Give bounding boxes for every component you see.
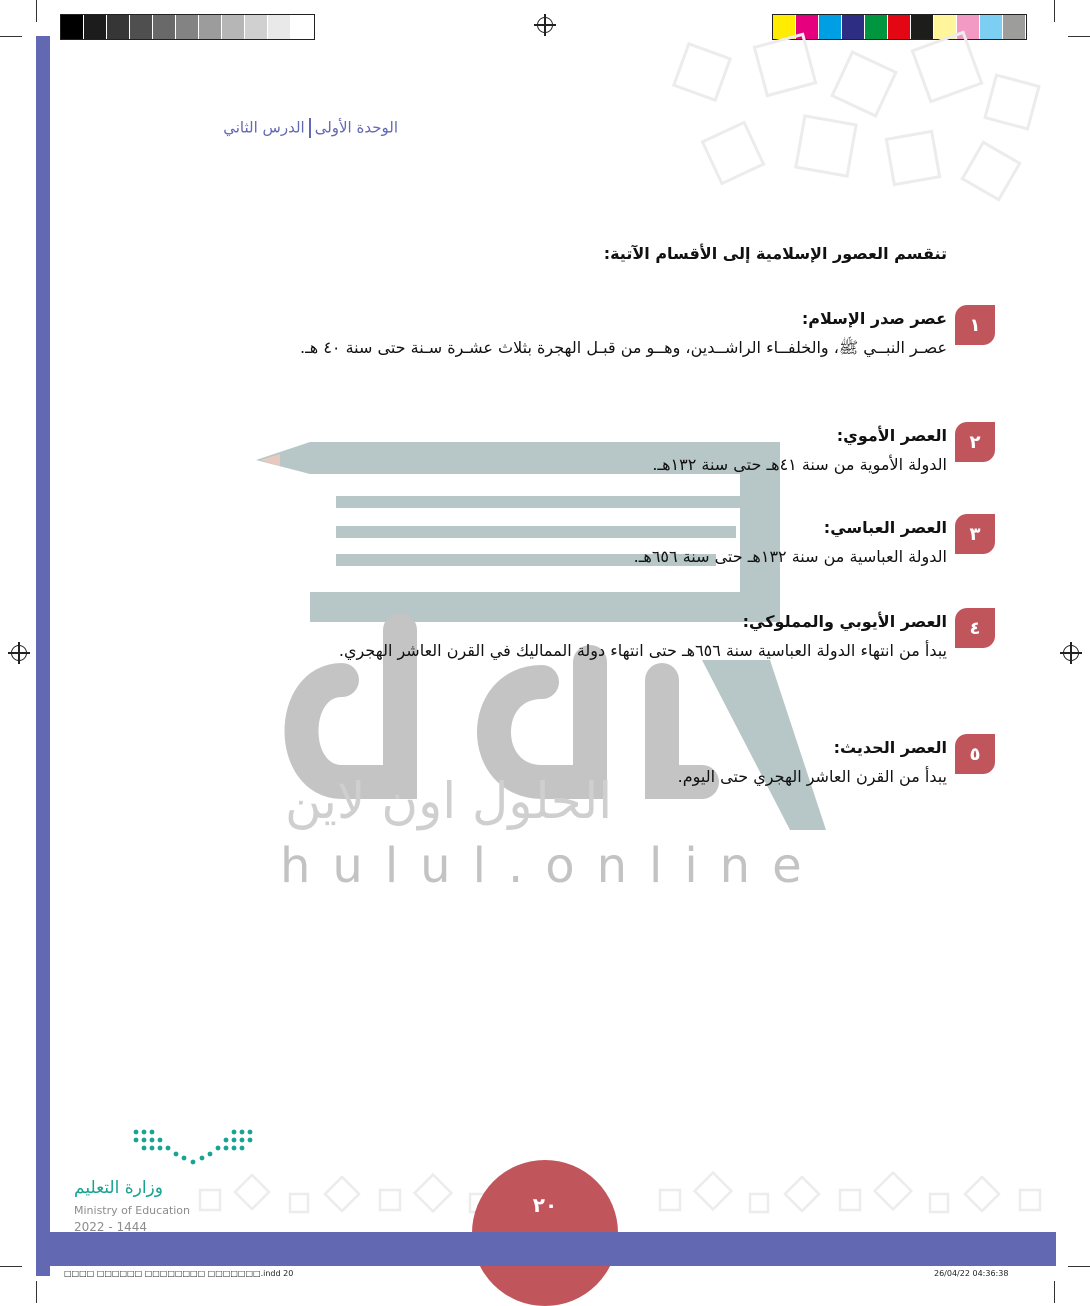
item-title: العصر العباسي: xyxy=(823,518,947,537)
item-body: يبدأ من القرن العاشر الهجري حتى اليوم. xyxy=(677,767,947,786)
color-swatch xyxy=(84,15,107,39)
ministry-year: 2022 - 1444 xyxy=(74,1220,148,1234)
item-number-badge: ٢ xyxy=(955,422,995,462)
unit-label: الوحدة الأولى xyxy=(314,118,398,137)
item-body: الدولة العباسية من سنة ١٣٢هـ حتى سنة ٦٥٦هـ. xyxy=(633,547,947,566)
item-number-badge: ٤ xyxy=(955,608,995,648)
color-swatch xyxy=(107,15,130,39)
watermark-latin-text: hulul.online xyxy=(280,838,824,894)
crop-mark xyxy=(1068,1266,1090,1267)
list-item xyxy=(187,424,981,481)
color-swatch xyxy=(245,15,268,39)
item-title: العصر الأيوبي والمملوكي: xyxy=(742,612,947,631)
crop-mark xyxy=(0,1266,22,1267)
gray-color-bar xyxy=(60,14,315,40)
lesson-label: الدرس الثاني xyxy=(223,118,305,137)
item-body: عصـر النبــي ﷺ، والخلفــاء الراشــدين، وهــو من قبـل الهجرة بثلاث عشـرة سـنة حتى سنة ٤٠ هـ. xyxy=(300,338,947,357)
registration-mark-icon xyxy=(534,14,556,36)
crop-mark xyxy=(1054,1281,1055,1303)
color-swatch xyxy=(176,15,199,39)
color-swatch xyxy=(199,15,222,39)
ministry-name-english: Ministry of Education xyxy=(74,1204,191,1217)
header-divider xyxy=(309,118,311,138)
registration-mark-icon xyxy=(1060,642,1082,664)
crop-mark xyxy=(0,36,22,37)
ministry-logo-icon xyxy=(132,1128,254,1170)
item-number-badge: ١ xyxy=(955,305,995,345)
crop-mark xyxy=(1068,36,1090,37)
color-swatch xyxy=(153,15,176,39)
list-item xyxy=(187,516,981,573)
page-side-bar xyxy=(36,36,50,1276)
item-number-badge: ٥ xyxy=(955,734,995,774)
item-number-badge: ٣ xyxy=(955,514,995,554)
color-swatch xyxy=(130,15,153,39)
crop-mark xyxy=(36,1281,37,1303)
registration-mark-icon xyxy=(8,642,30,664)
item-title: العصر الأموي: xyxy=(836,426,947,445)
watermark-arabic-text: الحلول اون لاين xyxy=(285,772,613,830)
crop-mark xyxy=(36,0,37,22)
crop-mark xyxy=(1054,0,1055,22)
page-number: ٢٠ xyxy=(532,1193,558,1217)
list-item xyxy=(187,307,981,364)
color-swatch xyxy=(268,15,291,39)
color-swatch xyxy=(61,15,84,39)
item-body: الدولة الأموية من سنة ٤١هـ حتى سنة ١٣٢هـ. xyxy=(652,455,947,474)
page-bottom-bar xyxy=(36,1232,1056,1266)
intro-heading: تنقسم العصور الإسلامية إلى الأقسام الآتية: xyxy=(603,244,947,263)
list-item xyxy=(187,610,981,667)
color-swatch xyxy=(291,15,314,39)
color-swatch xyxy=(222,15,245,39)
item-title: عصر صدر الإسلام: xyxy=(801,309,947,328)
print-timestamp: 26/04/22 04:36:38 xyxy=(934,1269,1009,1278)
item-body: يبدأ من انتهاء الدولة العباسية سنة ٦٥٦هـ حتى انتهاء دولة المماليك في القرن العاشر الهجري. xyxy=(338,641,947,660)
ministry-name-arabic: وزارة التعليم xyxy=(74,1178,163,1198)
print-file-info: □□□□ □□□□□□ □□□□□□□□ □□□□□□□.indd 20 xyxy=(64,1269,294,1278)
item-title: العصر الحديث: xyxy=(833,738,947,757)
decorative-pattern-top xyxy=(640,20,1060,210)
lesson-header xyxy=(223,118,398,138)
list-item xyxy=(187,736,981,793)
